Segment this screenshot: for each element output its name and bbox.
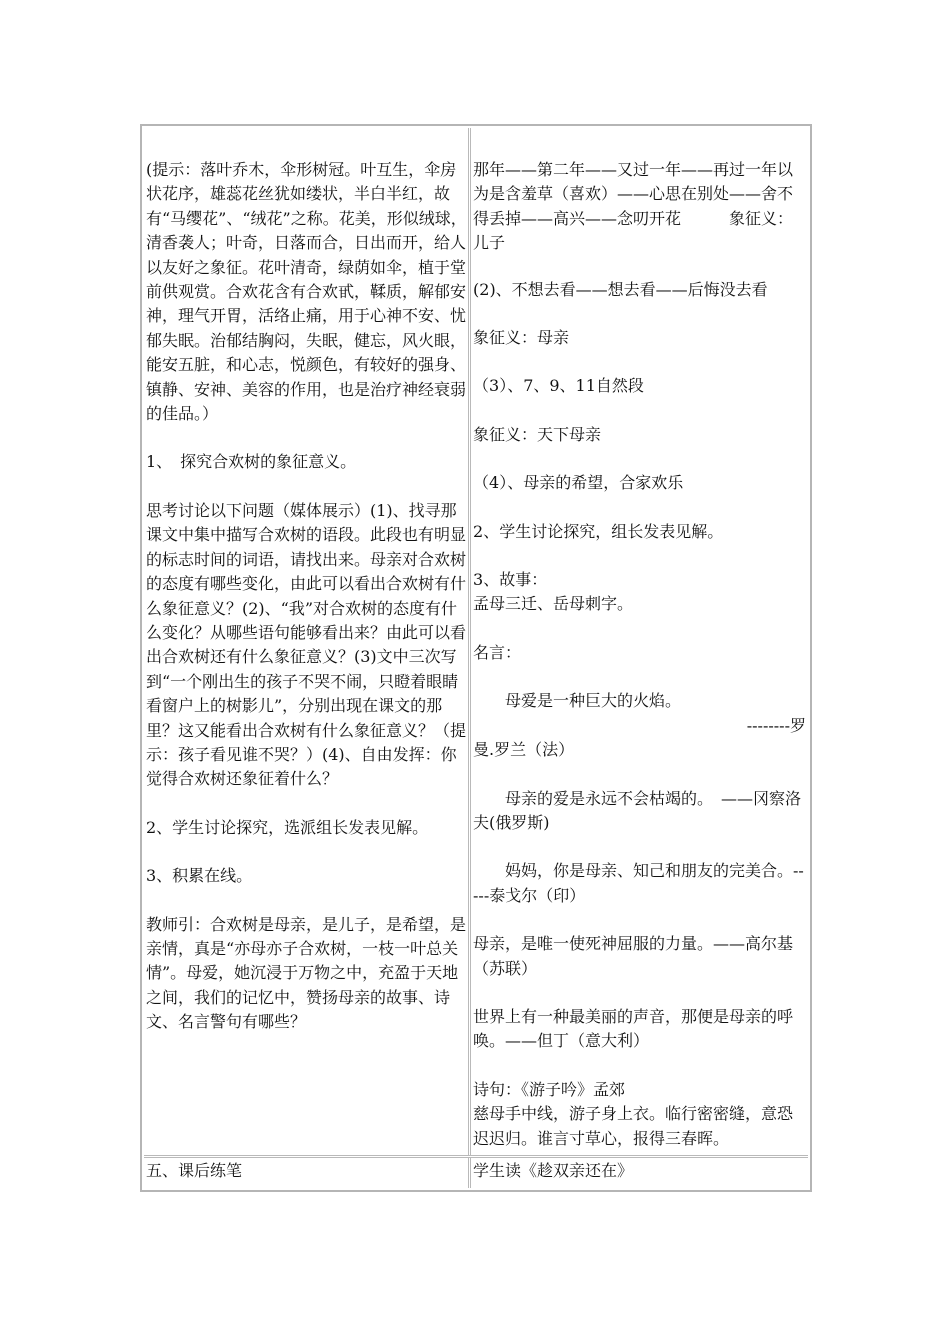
teacher-guide: 教师引：合欢树是母亲，是儿子，是希望，是亲情，真是“亦母亦子合欢树，一枝一叶总关情”。母爱，她沉浸于万物之中，充盈于天地之间，我们的记忆中，赞扬母亲的故事、诗文、名言警句有哪些？ xyxy=(146,914,467,1032)
quote-goncharov: 母亲的爱是永远不会枯竭的。 ——冈察洛夫(俄罗斯) xyxy=(473,788,802,832)
quote-rolland-author-line: --------罗 xyxy=(746,715,806,735)
timeline-text: 那年——第二年——又过一年——再过一年以为是含羞草（喜欢）——心思在别处——舍不得丢掉——高兴——念叨开花 象征义：儿子 xyxy=(473,160,794,253)
quotes-title: 名言： xyxy=(473,642,522,662)
symbol-mother: 象征义：母亲 xyxy=(473,328,570,348)
paragraph-ref: （3）、7、9、11自然段 xyxy=(473,376,644,396)
poem-title: 诗句：《游子吟》孟郊 xyxy=(473,1079,626,1099)
table-row-bottom xyxy=(144,1155,808,1188)
left-cell xyxy=(144,128,471,1155)
quote-rolland: 母爱是一种巨大的火焰。 xyxy=(505,691,682,711)
item-explore-symbolism: 1、 探究合欢树的象征意义。 xyxy=(146,452,357,472)
discussion-questions: 思考讨论以下问题（媒体展示）(1)、找寻那课文中集中描写合欢树的语段。此段也有明显的标志时间的词语，请找出来。母亲对合欢树的态度有哪些变化，由此可以看出合欢树有什么象征意义？(2)、“我”对合欢树的态度有什么变化？从哪些语句能够看出来？由此可以看出合欢树还有什么象征意义？(3)文中三次写到“一个刚出生的孩子不哭不闹，只瞪着眼睛看窗户上的树影儿”，分别出现在课文的那里？这又能看出合欢树有什么象征意义？（提示：孩子看见谁不哭？）(4)、自由发挥：你觉得合欢树还象征着什么？ xyxy=(146,500,467,789)
story-title: 3、故事： xyxy=(473,570,548,590)
reading-cell: 学生读《趁双亲还在》 xyxy=(473,1160,634,1180)
lesson-plan-table xyxy=(140,124,812,1192)
homework-cell: 五、课后练笔 xyxy=(144,1158,471,1188)
quote-dante: 世界上有一种最美丽的声音，那便是母亲的呼唤。——但丁（意大利） xyxy=(473,1006,794,1051)
plant-hint: (提示：落叶乔木，伞形树冠。叶互生，伞房状花序，雄蕊花丝犹如缕状，半白半红，故有“马缨花”、“绒花”之称。花美，形似绒球，清香袭人；叶奇，日落而合，日出而开，给人以友好之象征。花叶清奇，绿荫如伞，植于堂前供观赏。合欢花含有合欢甙，鞣质，解郁安神，理气开胃，活络止痛，用于心神不安、忧郁失眠。治郁结胸闷，失眠，健忘，风火眼，能安五脏，和心志，悦颜色，有较好的强身、镇静、安神、美容的作用，也是治疗神经衰弱的佳品。） xyxy=(146,160,467,424)
right-cell xyxy=(471,128,808,1155)
mother-hope: （4）、母亲的希望，合家欢乐 xyxy=(473,473,684,493)
poem-text: 慈母手中线，游子身上衣。临行密密缝，意恐迟迟归。谁言寸草心，报得三春晖。 xyxy=(473,1104,794,1148)
quote-gorky: 母亲，是唯一使死神屈服的力量。——高尔基（苏联） xyxy=(473,934,794,978)
symbol-all-mothers: 象征义：天下母亲 xyxy=(473,424,602,444)
discussion-step: 2、学生讨论探究，组长发表见解。 xyxy=(473,521,724,541)
story-text: 孟母三迁、岳母刺字。 xyxy=(473,594,634,614)
item-accumulate: 3、积累在线。 xyxy=(146,866,253,886)
attitude-change: (2)、不想去看——想去看——后悔没去看 xyxy=(473,279,768,299)
quote-rolland-author: 曼.罗兰（法） xyxy=(473,740,575,760)
table-row-main xyxy=(144,128,808,1155)
table-frame xyxy=(140,124,812,1192)
item-group-discussion: 2、学生讨论探究，选派组长发表见解。 xyxy=(146,817,429,837)
quote-tagore: 妈妈，你是母亲、知己和朋友的完美合。-----泰戈尔（印） xyxy=(473,861,804,905)
